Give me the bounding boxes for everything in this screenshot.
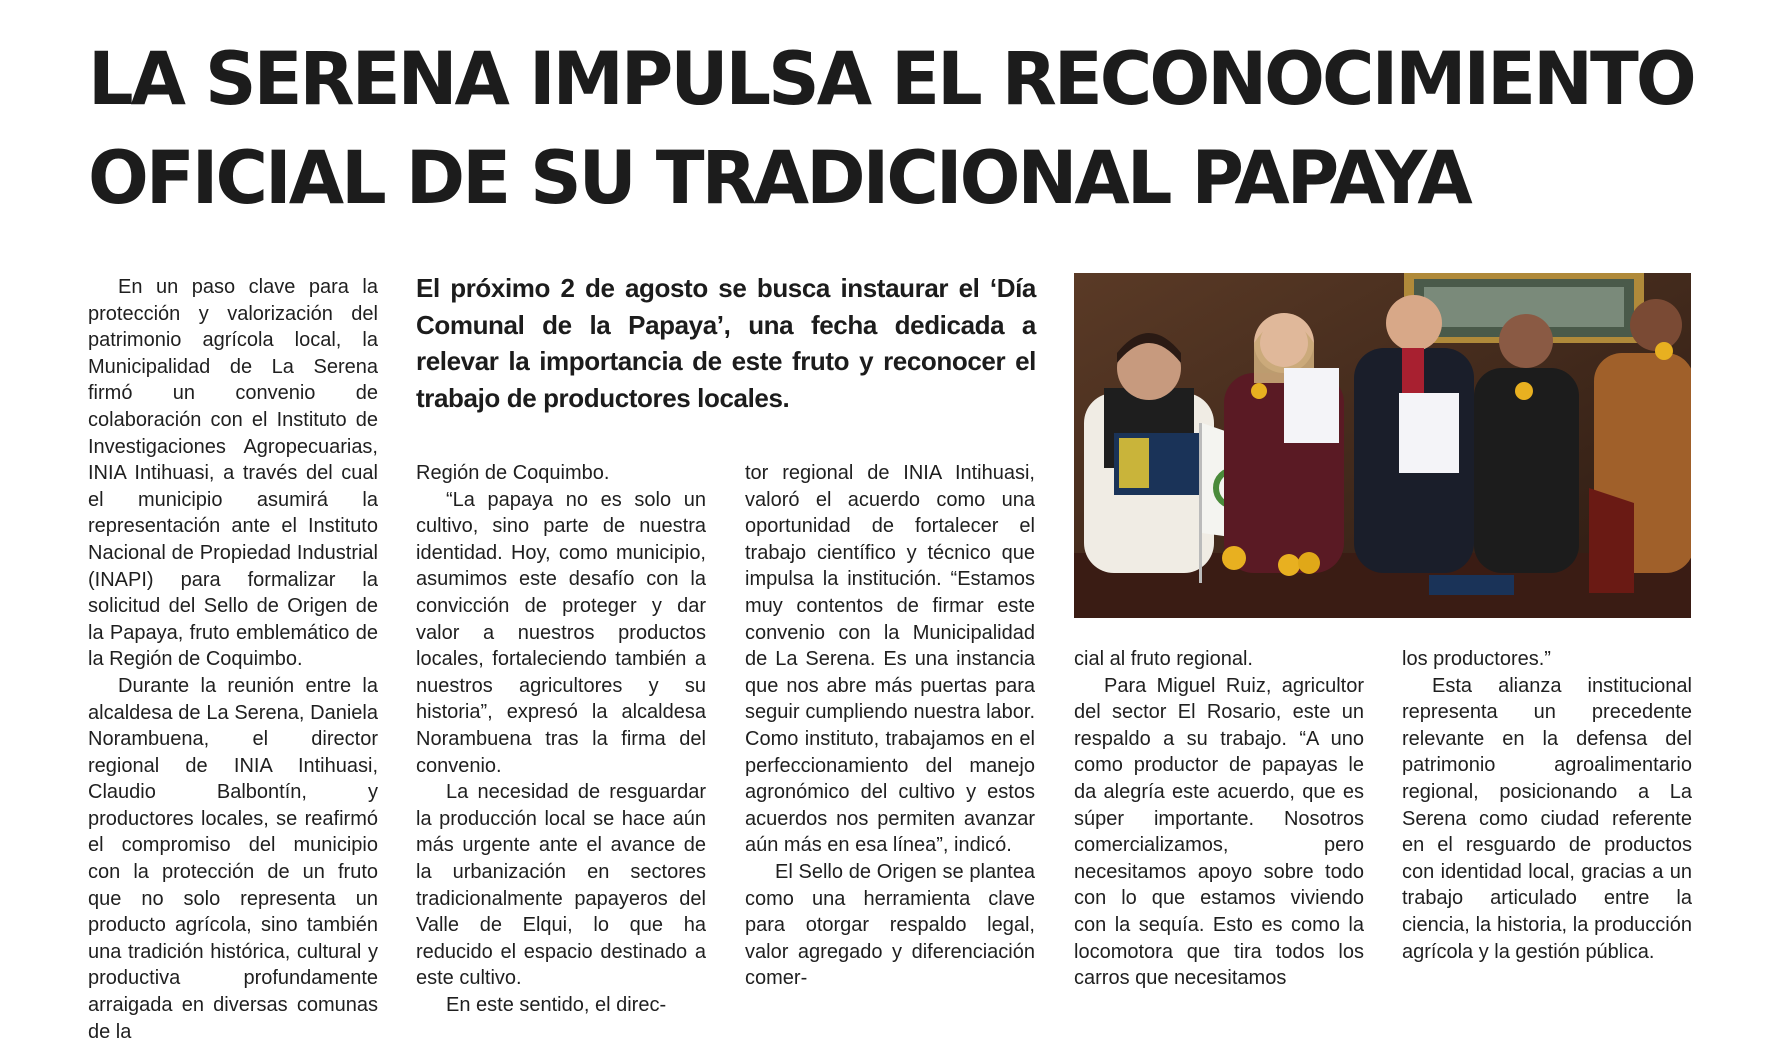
article-column-4 <box>1074 646 1364 992</box>
paragraph: En un paso clave para la protección y valorización del patrimonio agrícola local, la Municipalidad de La Serena firmó un convenio de colaboración con el Instituto de Investigaciones Agropecuarias, INIA Intihuasi, a través del cual el municipio asumirá la representación ante el Instituto Nacional de Propiedad Industrial (INAPI) para formalizar la solicitud del Sello de Origen de la Papaya, fruto emblemático de la Región de Coquimbo. <box>88 276 378 671</box>
lead-paragraph: El próximo 2 de agosto se busca instaurar el ‘Día Comunal de la Papaya’, una fecha dedicada a relevar la importancia de este fruto y reconocer el trabajo de productores locales. <box>416 273 1036 413</box>
headline-line-2: OFICIAL DE SU TRADICIONAL PAPAYA <box>88 136 1470 221</box>
paragraph: La necesidad de resguardar la producción local se hace aún más urgente ante el avance de la urbanización en sectores tradicionalmente papayeros del Valle de Elqui, lo que ha reducido el espacio destinado a este cultivo. <box>416 781 706 990</box>
article-column-1 <box>88 274 378 1045</box>
paragraph: “La papaya no es solo un cultivo, sino parte de nuestra identidad. Hoy, como municipio, asumimos este desafío con la convicción de proteger y dar valor a nuestros productos locales, fortaleciendo también a nuestros agricultores y su historia”, expresó la alcaldesa Norambuena tras la firma del convenio. <box>416 488 706 777</box>
article-column-3 <box>745 460 1035 992</box>
article-column-2 <box>416 460 706 1018</box>
article-column-5 <box>1402 646 1692 965</box>
flag-right <box>1589 488 1634 593</box>
book <box>1429 575 1514 595</box>
paragraph-continuation: los productores.” <box>1402 648 1551 670</box>
paragraph: Durante la reunión entre la alcaldesa de La Serena, Daniela Norambuena, el director regional de INIA Intihuasi, Claudio Balbontín, y productores locales, se reafirmó el compromiso del municipio con la protección de un fruto que no solo representa un producto agrícola, sino también una tradición histórica, cultural y productiva profundamente arraigada en diversas comunas de la <box>88 674 378 1043</box>
headline-line-1: LA SERENA IMPULSA EL RECONOCIMIENTO <box>88 37 1694 122</box>
paragraph-continuation: cial al fruto regional. <box>1074 648 1253 670</box>
paragraph: Para Miguel Ruiz, agricultor del sector El Rosario, este un respaldo a su trabajo. “A uno como productor de papayas le da alegría este acuerdo, que es súper importante. Nosotros comercializamos, pero necesitamos apoyo sobre todo con lo que estamos viviendo con la sequía. Esto es como la locomotora que tira todos los carros que necesitamos <box>1074 674 1364 990</box>
paragraph: Esta alianza institucional representa un precedente relevante en la defensa del patrimonio agroalimentario regional, posicionando a La Serena como ciudad referente en el resguardo de productos con identidad local, gracias a un trabajo articulado entre la ciencia, la historia, la producción agrícola y la gestión pública. <box>1402 674 1692 963</box>
paragraph: En este sentido, el direc- <box>446 993 667 1016</box>
paragraph: El Sello de Origen se plantea como una herramienta clave para otorgar respaldo legal, valor agregado y diferenciación comer- <box>745 860 1035 990</box>
headline <box>88 30 1694 228</box>
paragraph-continuation: Región de Coquimbo. <box>416 462 610 484</box>
news-photo <box>1074 273 1691 618</box>
paragraph-continuation: tor regional de INIA Intihuasi, valoró el acuerdo como una oportunidad de fortalecer el trabajo científico y técnico que impulsa la institución. “Estamos muy contentos de firmar este convenio con la Municipalidad de La Serena. Es una instancia que nos abre más puertas para seguir cumpliendo nuestra labor. Como instituto, trabajamos en el perfeccionamiento del manejo agronómico del cultivo y estos acuerdos nos permiten avanzar aún más en esa línea”, indicó. <box>745 462 1035 857</box>
photo-illustration <box>1074 273 1691 618</box>
